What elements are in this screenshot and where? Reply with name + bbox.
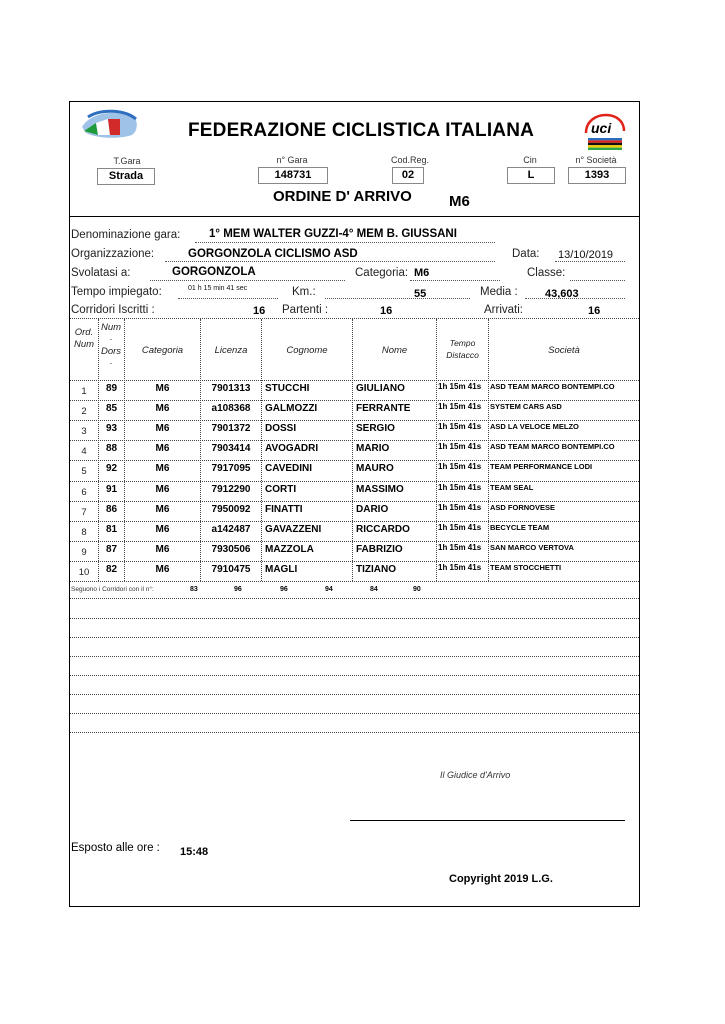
th-tempo: Tempo Distacco bbox=[446, 338, 479, 360]
cell-tempo: 1h 15m 41s bbox=[438, 522, 482, 532]
cell-lic: 7930506 bbox=[211, 543, 251, 555]
cell-tempo: 1h 15m 41s bbox=[438, 482, 482, 492]
nsocieta-label: n° Società bbox=[575, 155, 617, 165]
cell-societa: ASD FORNOVESE bbox=[490, 502, 556, 512]
th-nome: Nome bbox=[381, 345, 408, 356]
th-cognome: Cognome bbox=[286, 345, 328, 356]
iscritti-value: 16 bbox=[253, 305, 266, 317]
cell-societa: TEAM PERFORMANCE LODI bbox=[490, 462, 593, 472]
cell-societa: TEAM STOCCHETTI bbox=[490, 562, 562, 572]
cell-nome: MASSIMO bbox=[356, 483, 404, 495]
cell-ord: 10 bbox=[78, 566, 90, 578]
cell-societa: ASD LA VELOCE MELZO bbox=[490, 422, 579, 432]
cell-cognome: GALMOZZI bbox=[265, 403, 318, 415]
cell-ord: 9 bbox=[81, 546, 87, 558]
denominazione-value: 1° MEM WALTER GUZZI-4° MEM B. GIUSSANI bbox=[209, 228, 457, 240]
cell-nome: TIZIANO bbox=[356, 563, 396, 575]
cell-societa: ASD TEAM MARCO BONTEMPI.CO bbox=[490, 442, 615, 452]
esposto-label: Esposto alle ore : bbox=[71, 842, 160, 854]
cell-lic: 7901313 bbox=[211, 383, 251, 394]
categoria-label: Categoria: bbox=[355, 267, 409, 279]
cell-ord: 7 bbox=[81, 506, 87, 518]
cell-cat: M6 bbox=[155, 383, 170, 394]
media-label: Media : bbox=[480, 286, 518, 298]
svolta-value: GORGONZOLA bbox=[172, 266, 256, 278]
km-label: Km.: bbox=[292, 286, 316, 298]
cin-value: L bbox=[507, 167, 555, 184]
cell-cognome: FINATTI bbox=[265, 503, 303, 515]
nsocieta-value: 1393 bbox=[568, 167, 626, 184]
cell-cognome: CAVEDINI bbox=[265, 463, 313, 475]
seguono-value: 83 bbox=[190, 586, 198, 593]
tempo-value: 01 h 15 min 41 sec bbox=[188, 285, 248, 292]
cell-cognome: AVOGADRI bbox=[265, 443, 319, 455]
svg-text:uci: uci bbox=[591, 120, 612, 136]
seguono-value: 90 bbox=[413, 586, 421, 593]
cell-societa: ASD TEAM MARCO BONTEMPI.CO bbox=[490, 382, 615, 391]
order-title: ORDINE D' ARRIVO bbox=[273, 188, 412, 205]
cell-num: 88 bbox=[105, 443, 118, 455]
cell-societa: SAN MARCO VERTOVA bbox=[490, 542, 574, 552]
arrivati-value: 16 bbox=[588, 305, 601, 317]
cell-tempo: 1h 15m 41s bbox=[438, 542, 482, 552]
cell-cognome: DOSSI bbox=[265, 423, 297, 435]
partenti-label: Partenti : bbox=[282, 304, 329, 316]
cell-lic: a142487 bbox=[211, 523, 251, 535]
fci-logo-icon bbox=[80, 109, 140, 141]
data-label: Data: bbox=[512, 248, 540, 260]
seguono-value: 84 bbox=[370, 586, 378, 593]
cell-cat: M6 bbox=[155, 503, 170, 515]
cell-nome: MARIO bbox=[356, 443, 390, 455]
giudice-label: Il Giudice d'Arrivo bbox=[440, 770, 511, 780]
cell-ord: 2 bbox=[81, 406, 87, 418]
th-licenza: Licenza bbox=[214, 345, 248, 356]
partenti-value: 16 bbox=[380, 305, 393, 317]
tgara-value: Strada bbox=[97, 168, 155, 185]
cell-num: 91 bbox=[105, 483, 118, 495]
cell-num: 93 bbox=[105, 423, 118, 435]
cell-lic: 7917095 bbox=[211, 463, 251, 475]
cell-cognome: STUCCHI bbox=[265, 383, 310, 394]
cell-nome: SERGIO bbox=[356, 423, 395, 435]
cell-cat: M6 bbox=[155, 483, 170, 495]
svolta-label: Svolatasi a: bbox=[71, 267, 131, 279]
cell-nome: RICCARDO bbox=[356, 523, 410, 535]
cell-tempo: 1h 15m 41s bbox=[438, 462, 482, 472]
cell-tempo: 1h 15m 41s bbox=[438, 402, 482, 412]
seguono-value: 96 bbox=[280, 586, 288, 593]
signature-line bbox=[350, 820, 625, 821]
km-value: 55 bbox=[414, 288, 427, 300]
categoria-value: M6 bbox=[414, 267, 430, 279]
copyright: Copyright 2019 L.G. bbox=[449, 873, 553, 885]
seguono-value: 96 bbox=[234, 586, 242, 593]
uci-logo-icon bbox=[582, 111, 628, 151]
cell-societa: TEAM SEAL bbox=[490, 482, 534, 492]
tempo-label: Tempo impiegato: bbox=[71, 286, 162, 298]
cell-num: 92 bbox=[105, 463, 118, 475]
cell-ord: 3 bbox=[81, 426, 87, 438]
cell-cognome: GAVAZZENI bbox=[265, 523, 322, 535]
cell-nome: MAURO bbox=[356, 463, 394, 475]
cell-tempo: 1h 15m 41s bbox=[438, 422, 482, 432]
cell-cat: M6 bbox=[155, 543, 170, 555]
cell-ord: 6 bbox=[81, 486, 87, 498]
ngara-value: 148731 bbox=[258, 167, 328, 184]
classe-label: Classe: bbox=[527, 267, 566, 279]
cell-lic: 7910475 bbox=[211, 563, 251, 575]
denominazione-label: Denominazione gara: bbox=[71, 229, 181, 241]
tgara-label: T.Gara bbox=[113, 156, 141, 166]
cell-ord: 1 bbox=[81, 386, 87, 397]
cell-lic: 7901372 bbox=[211, 423, 251, 435]
codreg-label: Cod.Reg. bbox=[390, 155, 430, 165]
cell-ord: 5 bbox=[81, 466, 87, 478]
th-num: Num · Dors · bbox=[100, 322, 122, 369]
cell-lic: a108368 bbox=[211, 403, 251, 415]
data-value: 13/10/2019 bbox=[558, 249, 614, 261]
cell-lic: 7950092 bbox=[211, 503, 251, 515]
cell-num: 86 bbox=[105, 503, 118, 515]
cell-cat: M6 bbox=[155, 523, 170, 535]
cell-ord: 4 bbox=[81, 446, 87, 458]
seguono-value: 94 bbox=[325, 586, 333, 593]
federation-title: FEDERAZIONE CICLISTICA ITALIANA bbox=[188, 120, 535, 141]
category-title: M6 bbox=[449, 193, 470, 210]
cell-societa: SYSTEM CARS ASD bbox=[490, 402, 562, 412]
cell-nome: DARIO bbox=[356, 503, 389, 515]
organizzazione-value: GORGONZOLA CICLISMO ASD bbox=[188, 248, 358, 260]
cell-lic: 7903414 bbox=[211, 443, 251, 455]
seguono-label: Seguono i Corridori con il n°: bbox=[71, 586, 154, 593]
codreg-value: 02 bbox=[392, 167, 424, 184]
organizzazione-label: Organizzazione: bbox=[71, 248, 155, 260]
th-ord: Ord. Num bbox=[73, 327, 95, 350]
iscritti-label: Corridori Iscritti : bbox=[71, 304, 155, 316]
ngara-label: n° Gara bbox=[276, 155, 308, 165]
cell-tempo: 1h 15m 41s bbox=[438, 562, 482, 572]
cell-societa: BECYCLE TEAM bbox=[490, 522, 550, 532]
th-categoria: Categoria bbox=[141, 345, 184, 356]
cell-num: 82 bbox=[105, 563, 118, 575]
th-societa: Società bbox=[548, 345, 580, 356]
cell-num: 81 bbox=[105, 523, 118, 535]
cell-cognome: MAZZOLA bbox=[265, 543, 314, 555]
cell-nome: GIULIANO bbox=[356, 383, 405, 394]
cell-lic: 7912290 bbox=[211, 483, 251, 495]
cell-cognome: MAGLI bbox=[265, 563, 298, 575]
cin-label: Cin bbox=[523, 155, 537, 165]
cell-tempo: 1h 15m 41s bbox=[438, 442, 482, 452]
cell-cat: M6 bbox=[155, 443, 170, 455]
cell-cat: M6 bbox=[155, 423, 170, 435]
arrivati-label: Arrivati: bbox=[484, 304, 523, 316]
cell-ord: 8 bbox=[81, 526, 87, 538]
cell-num: 89 bbox=[105, 383, 118, 394]
cell-num: 85 bbox=[105, 403, 118, 415]
cell-nome: FABRIZIO bbox=[356, 543, 403, 555]
cell-cognome: CORTI bbox=[265, 483, 297, 495]
cell-tempo: 1h 15m 41s bbox=[438, 502, 482, 512]
cell-nome: FERRANTE bbox=[356, 403, 411, 415]
esposto-value: 15:48 bbox=[180, 846, 209, 858]
cell-cat: M6 bbox=[155, 403, 170, 415]
cell-cat: M6 bbox=[155, 563, 170, 575]
cell-cat: M6 bbox=[155, 463, 170, 475]
cell-tempo: 1h 15m 41s bbox=[438, 382, 482, 391]
cell-num: 87 bbox=[105, 543, 118, 555]
media-value: 43,603 bbox=[545, 288, 579, 300]
